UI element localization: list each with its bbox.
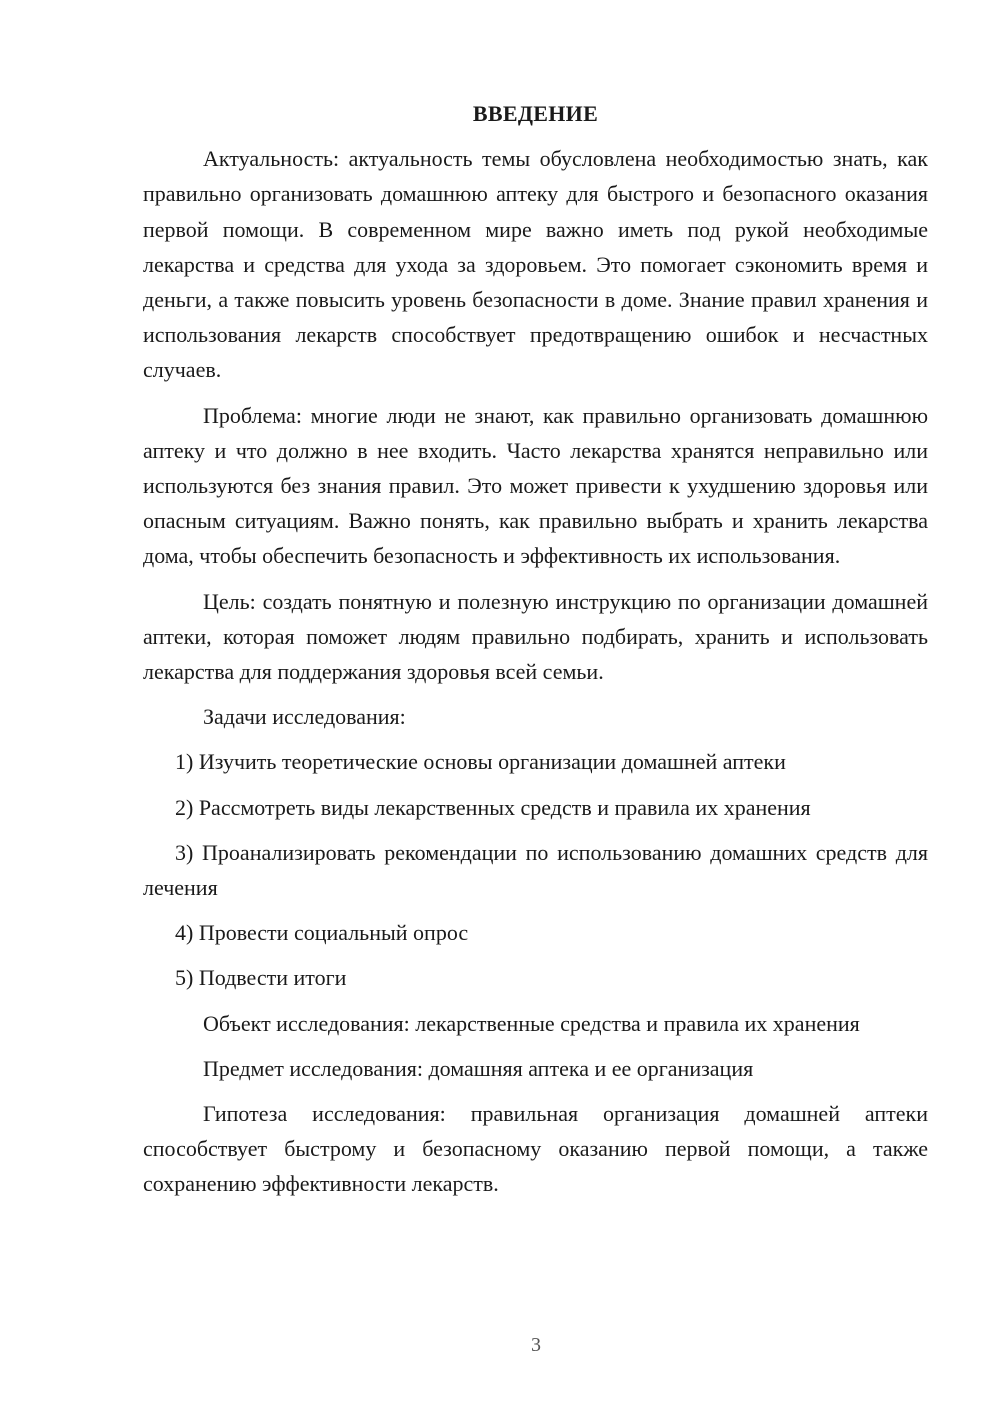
tasks-title: Задачи исследования: xyxy=(203,704,406,730)
relevance-paragraph: Актуальность: актуальность темы обусловлена необходимостью знать, как правильно организовать домашнюю аптеку для быстрого и безопасного оказания первой помощи. В современном мире важно иметь под рукой необходимые лекарства и средства для ухода за здоровьем. Это помогает сэкономить время и деньги, а также повысить уровень безопасности в доме. Знание правил хранения и использования лекарств способствует предотвращению ошибок и несчастных случаев. xyxy=(143,146,928,383)
problem-paragraph: Проблема: многие люди не знают, как правильно организовать домашнюю аптеку и что должно в нее входить. Часто лекарства хранятся неправильно или используются без знания правил. Это может привести к ухудшению здоровья или опасным ситуациям. Важно понять, как правильно выбрать и хранить лекарства дома, чтобы обеспечить безопасность и эффективность их использования. xyxy=(143,402,928,569)
hypothesis-paragraph: Гипотеза исследования: правильная организация домашней аптеки способствует быстрому и безопасному оказанию первой помощи, а также сохранению эффективности лекарств. xyxy=(143,1101,928,1197)
task-item: 3) Проанализировать рекомендации по использованию домашних средств для лечения xyxy=(143,839,928,901)
task-item: 4) Провести социальный опрос xyxy=(175,920,469,946)
tasks-list xyxy=(143,744,928,995)
subject-paragraph: Предмет исследования: домашняя аптека и ее организация xyxy=(203,1055,754,1081)
task-item: 5) Подвести итоги xyxy=(175,965,347,991)
task-item: 1) Изучить теоретические основы организации домашней аптеки xyxy=(175,749,786,775)
section-heading: ВВЕДЕНИЕ xyxy=(472,101,599,126)
goal-paragraph: Цель: создать понятную и полезную инструкцию по организации домашней аптеки, которая поможет людям правильно подбирать, хранить и использовать лекарства для поддержания здоровья всей семьи. xyxy=(143,588,928,685)
page-content xyxy=(143,96,928,1212)
object-paragraph: Объект исследования: лекарственные средства и правила их хранения xyxy=(203,1010,860,1036)
task-item: 2) Рассмотреть виды лекарственных средств и правила их хранения xyxy=(175,794,811,820)
page-number: 3 xyxy=(531,1334,541,1356)
